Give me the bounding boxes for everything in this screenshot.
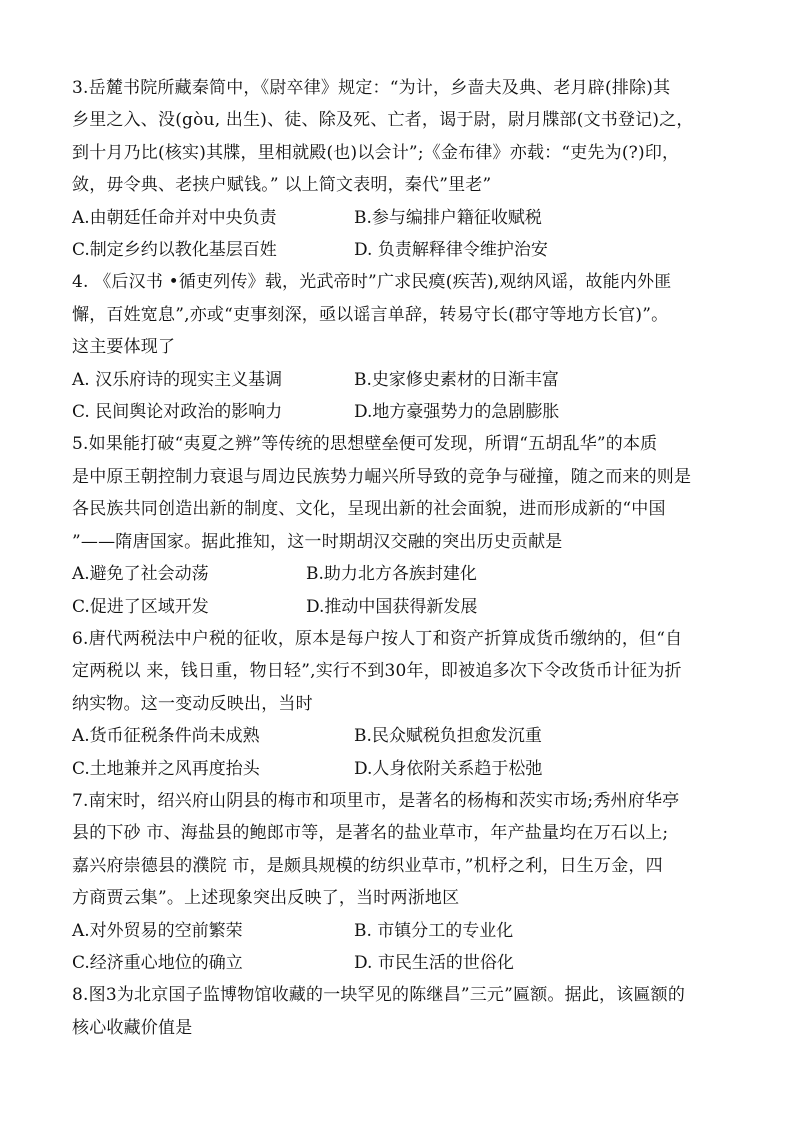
question-text-line: 核心收藏价值是: [72, 1017, 193, 1038]
question-5: [72, 428, 732, 622]
option-a: A.避免了社会动荡: [72, 564, 209, 585]
question-text-line: 6.唐代两税法中户税的征收，原本是每户按人丁和资产折算成货币缴纳的，但“自: [72, 628, 683, 649]
options-row: [72, 558, 732, 590]
question-text-line: 敛，毋令典、老挟户赋钱。” 以上简文表明，秦代”里老”: [72, 175, 492, 196]
options-row: [72, 364, 732, 396]
question-text-line: 3.岳麓书院所藏秦简中，《尉卒律》规定：“为计，乡啬夫及典、老月辟(排除)其: [72, 78, 671, 98]
option-b: B.史家修史素材的日渐丰富: [354, 369, 559, 390]
question-text-line: 纳实物。这一变动反映出，当时: [72, 693, 313, 714]
exam-page: [72, 72, 732, 1044]
question-text-line: 懈，百姓宽息”,亦或“吏事刻深，亟以谣言单辞，转易守长(郡守等地方长官)”。: [72, 304, 669, 325]
option-d: D.地方豪强势力的急剧膨胀: [354, 402, 560, 423]
question-text-line: 县的下砂 市、海盐县的鲍郎市等，是著名的盐业草市，年产盐量均在万石以上;: [72, 823, 669, 844]
question-text-line: 各民族共同创造出新的制度、文化，呈现出新的社会面貌，进而形成新的“中国: [72, 499, 666, 520]
question-7: [72, 785, 732, 979]
question-text-line: 5.如果能打破“夷夏之辨”等传统的思想壁垒便可发现，所谓“五胡乱华”的本质: [72, 434, 658, 455]
options-row: [72, 396, 732, 428]
question-4: [72, 266, 732, 428]
options-row: [72, 720, 732, 752]
question-3: [72, 72, 732, 266]
options-row: [72, 234, 732, 266]
option-c: C.经济重心地位的确立: [72, 952, 243, 973]
option-c: C. 民间舆论对政治的影响力: [72, 402, 283, 423]
question-text-line: 8.图3为北京国子监博物馆收藏的一块罕见的陈继昌”三元”匾额。据此，该匾额的: [72, 985, 686, 1006]
question-8: [72, 979, 732, 1044]
option-d: D. 负责解释律令维护治安: [354, 240, 548, 261]
options-row: [72, 947, 732, 979]
option-b: B. 市镇分工的专业化: [354, 920, 514, 941]
question-text-line: 4. 《后汉书 •循吏列传》载，光武帝时”广求民瘼(疾苦),观纳风谣，故能内外匪: [72, 272, 672, 293]
options-row: [72, 202, 732, 234]
option-a: A.由朝廷任命并对中央负责: [72, 207, 277, 228]
question-text-line: 方商贾云集”。上述现象突出反映了，当时两浙地区: [72, 888, 460, 909]
question-text-line: 定两税以 来，钱日重，物日轻”,实行不到30年，即被追多次下令改货币计征为折: [72, 661, 682, 682]
options-row: [72, 591, 732, 623]
question-text-line: 7.南宋时，绍兴府山阴县的梅市和项里市，是著名的杨梅和茨实市场;秀州府华亭: [72, 790, 680, 811]
option-a: A. 汉乐府诗的现实主义基调: [72, 369, 283, 390]
option-b: B.参与编排户籍征收赋税: [354, 207, 542, 228]
options-row: [72, 915, 732, 947]
question-text-line: 嘉兴府崇德县的濮院 市，是颇具规模的纺织业草市，”机杼之利，日生万金，四: [72, 855, 663, 876]
option-c: C.促进了区域开发: [72, 596, 209, 617]
question-6: [72, 623, 732, 785]
option-a: A.货币征税条件尚未成熟: [72, 726, 260, 747]
option-d: D.推动中国获得新发展: [306, 596, 478, 617]
question-text-line: 是中原王朝控制力衰退与周边民族势力崛兴所导致的竞争与碰撞，随之而来的则是: [72, 466, 692, 487]
option-c: C.制定乡约以教化基层百姓: [72, 240, 277, 261]
option-b: B.民众赋税负担愈发沉重: [354, 726, 542, 747]
option-d: D.人身依附关系趋于松弛: [354, 758, 543, 779]
options-row: [72, 753, 732, 785]
question-text-line: 这主要体现了: [72, 337, 176, 358]
option-a: A.对外贸易的空前繁荣: [72, 920, 243, 941]
option-d: D. 市民生活的世俗化: [354, 952, 514, 973]
option-b: B.助力北方各族封建化: [306, 564, 477, 585]
question-text-line: ”——隋唐国家。据此推知，这一时期胡汉交融的突出历史贡献是: [72, 531, 563, 552]
option-c: C.土地兼并之风再度抬头: [72, 758, 260, 779]
question-text-line: 到十月乃比(核实)其牒，里相就殿(也)以会计”;《金布律》亦载：“吏先为(?)印，: [72, 142, 680, 163]
question-text-line: 乡里之入、没(gòu, 出生)、徒、除及死、亡者，谒于尉，尉月牒部(文书登记)之，: [72, 110, 694, 131]
